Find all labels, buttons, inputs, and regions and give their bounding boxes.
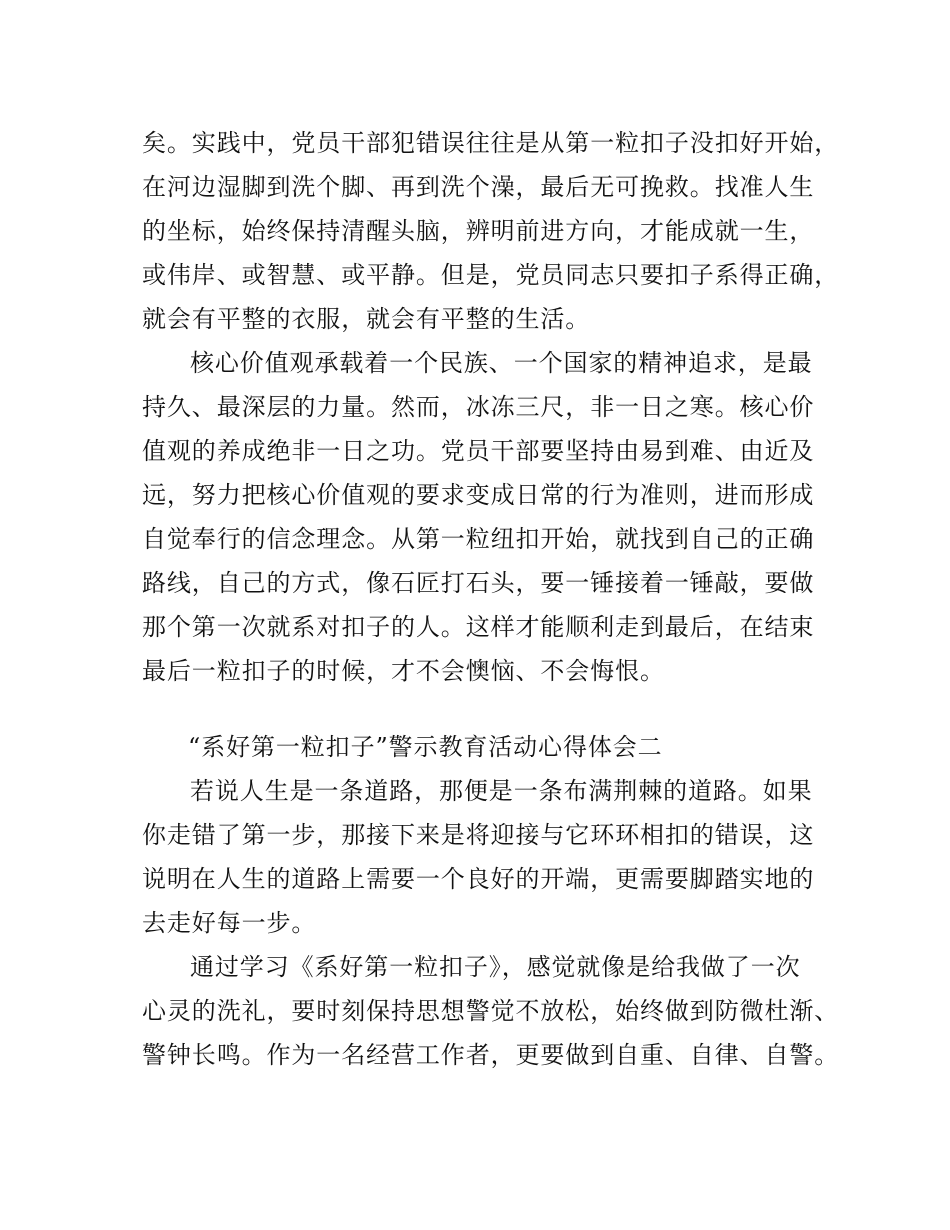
paragraph-line: 警钟长鸣。作为一名经营工作者，更要做到自重、自律、自警。 [142,1041,840,1069]
paragraph-line: 或伟岸、或智慧、或平静。但是，党员同志只要扣子系得正确， [142,261,840,289]
paragraph-line: 在河边湿脚到洗个脚、再到洗个澡，最后无可挽救。找准人生 [142,173,815,201]
paragraph-line: 说明在人生的道路上需要一个良好的开端，更需要脚踏实地的 [142,865,815,893]
paragraph-line: 最后一粒扣子的时候，才不会懊恼、不会悔恨。 [142,657,665,685]
section-title: “系好第一粒扣子”警示教育活动心得体会二 [188,733,663,761]
paragraph-line: 远，努力把核心价值观的要求变成日常的行为准则，进而形成 [142,481,815,509]
paragraph-line: 路线，自己的方式，像石匠打石头，要一锤接着一锤敲，要做 [142,569,815,597]
paragraph-first-line: 若说人生是一条道路，那便是一条布满荆棘的道路。如果 [190,777,813,805]
paragraph-line: 的坐标，始终保持清醒头脑，辨明前进方向，才能成就一生， [142,217,815,245]
paragraph-line: 自觉奉行的信念理念。从第一粒纽扣开始，就找到自己的正确 [142,525,815,553]
paragraph-line: 值观的养成绝非一日之功。党员干部要坚持由易到难、由近及 [142,437,815,465]
paragraph-line: 去走好每一步。 [142,909,317,937]
paragraph-first-line: 通过学习《系好第一粒扣子》，感觉就像是给我做了一次 [190,953,801,981]
paragraph-line: 持久、最深层的力量。然而，冰冻三尺，非一日之寒。核心价 [142,393,815,421]
paragraph-line: 矣。实践中，党员干部犯错误往往是从第一粒扣子没扣好开始， [142,129,840,157]
paragraph-line: 就会有平整的衣服，就会有平整的生活。 [142,305,591,333]
paragraph-first-line: 核心价值观承载着一个民族、一个国家的精神追求，是最 [190,349,813,377]
paragraph-line: 你走错了第一步，那接下来是将迎接与它环环相扣的错误，这 [142,821,815,849]
paragraph-line: 心灵的洗礼，要时刻保持思想警觉不放松，始终做到防微杜渐、 [142,997,840,1025]
paragraph-line: 那个第一次就系对扣子的人。这样才能顺利走到最后，在结束 [142,613,815,641]
